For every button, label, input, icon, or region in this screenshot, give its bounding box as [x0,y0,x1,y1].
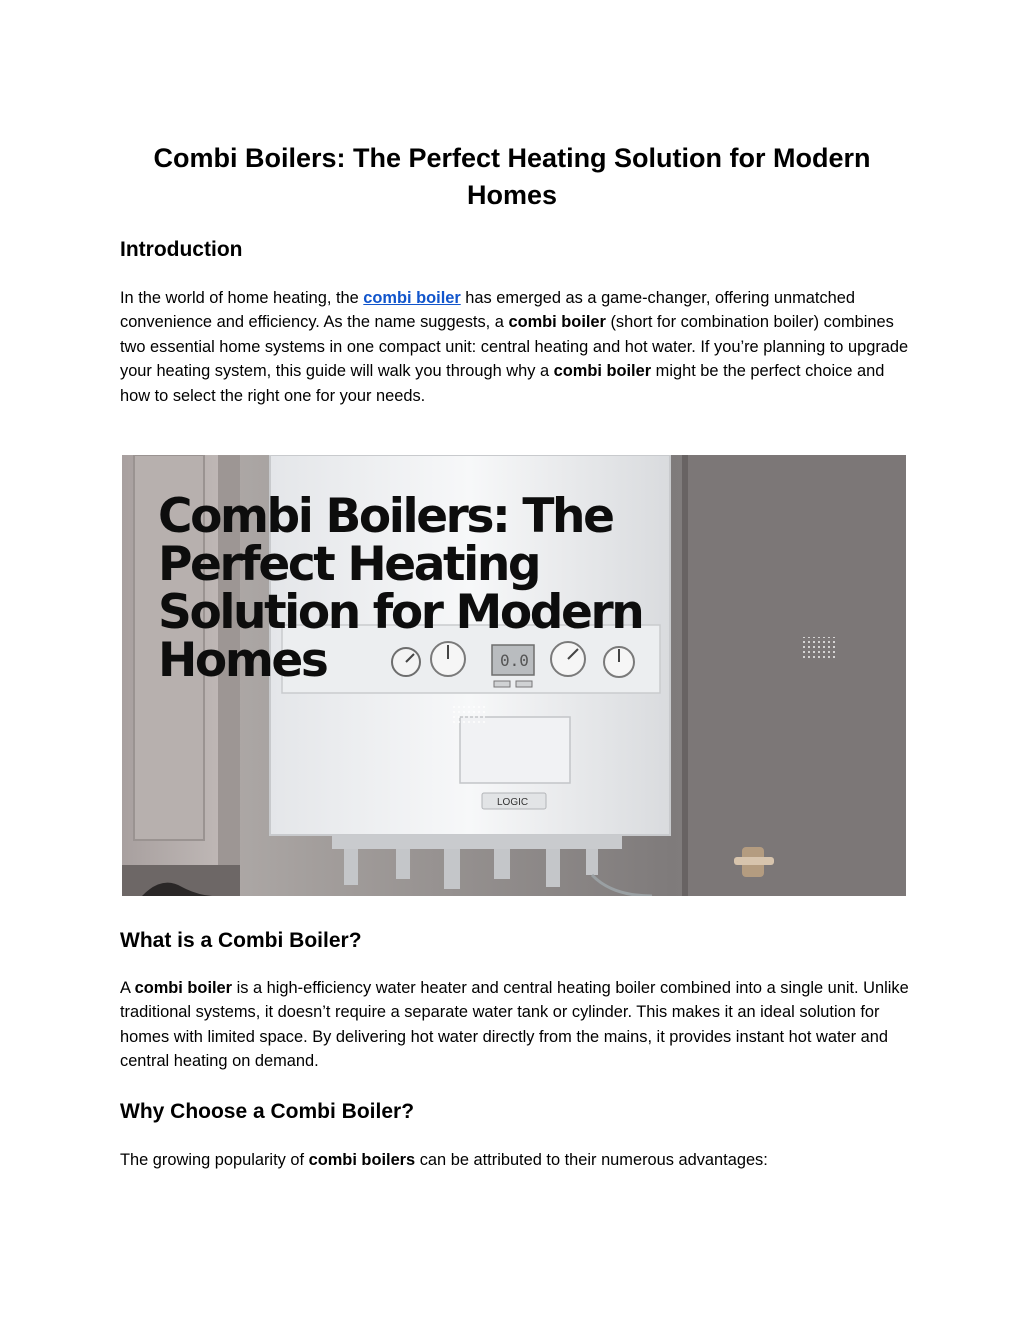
boiler-brand-logo: LOGIC [497,797,529,808]
why-text-2: can be attributed to their numerous advantages: [415,1151,768,1169]
why-text-1: The growing popularity of [120,1151,309,1169]
intro-text-1: In the world of home heating, the [120,289,364,307]
heading-what-is: What is a Combi Boiler? [120,929,362,952]
why-bold: combi boilers [308,1151,416,1169]
intro-text-3: (short for combination boiler) combines two essential home systems in one compact unit: central heating and hot water. If you’re planning to upgrade your heating system, this guide will walk you through why a [120,313,909,381]
what-text-2: is a high-efficiency water heater and central heating boiler combined into a single unit. Unlike traditional systems, it doesn’t require a separate water tank or cylinder. This makes it an ideal solution for homes with limited space. By delivering hot water directly from the mains, it provides instant hot water and central heating on demand. [120,979,909,1071]
page-title: Combi Boilers: The Perfect Heating Solution for Modern Homes [153,143,871,210]
intro-bold-1: combi boiler [508,313,606,332]
why-choose-paragraph [120,1148,910,1172]
intro-paragraph [120,286,910,408]
combi-boiler-link[interactable]: combi boiler [363,289,461,307]
intro-text-2: has emerged as a game-changer, offering unmatched convenience and efficiency. As the name suggests, a [120,289,855,332]
intro-bold-2: combi boiler [553,362,652,381]
hero-caption: Combi Boilers: The Perfect Heating Solution for Modern Homes [158,489,643,688]
boiler-display-readout: 0.0 [500,651,529,670]
intro-text-4: might be the perfect choice and how to select the right one for your needs. [120,362,885,405]
what-is-paragraph [120,976,910,1074]
what-bold: combi boiler [134,979,233,997]
hero-image [122,455,906,896]
heading-why-choose: Why Choose a Combi Boiler? [120,1100,415,1123]
heading-introduction: Introduction [120,238,243,261]
what-text-1: A [120,979,135,997]
